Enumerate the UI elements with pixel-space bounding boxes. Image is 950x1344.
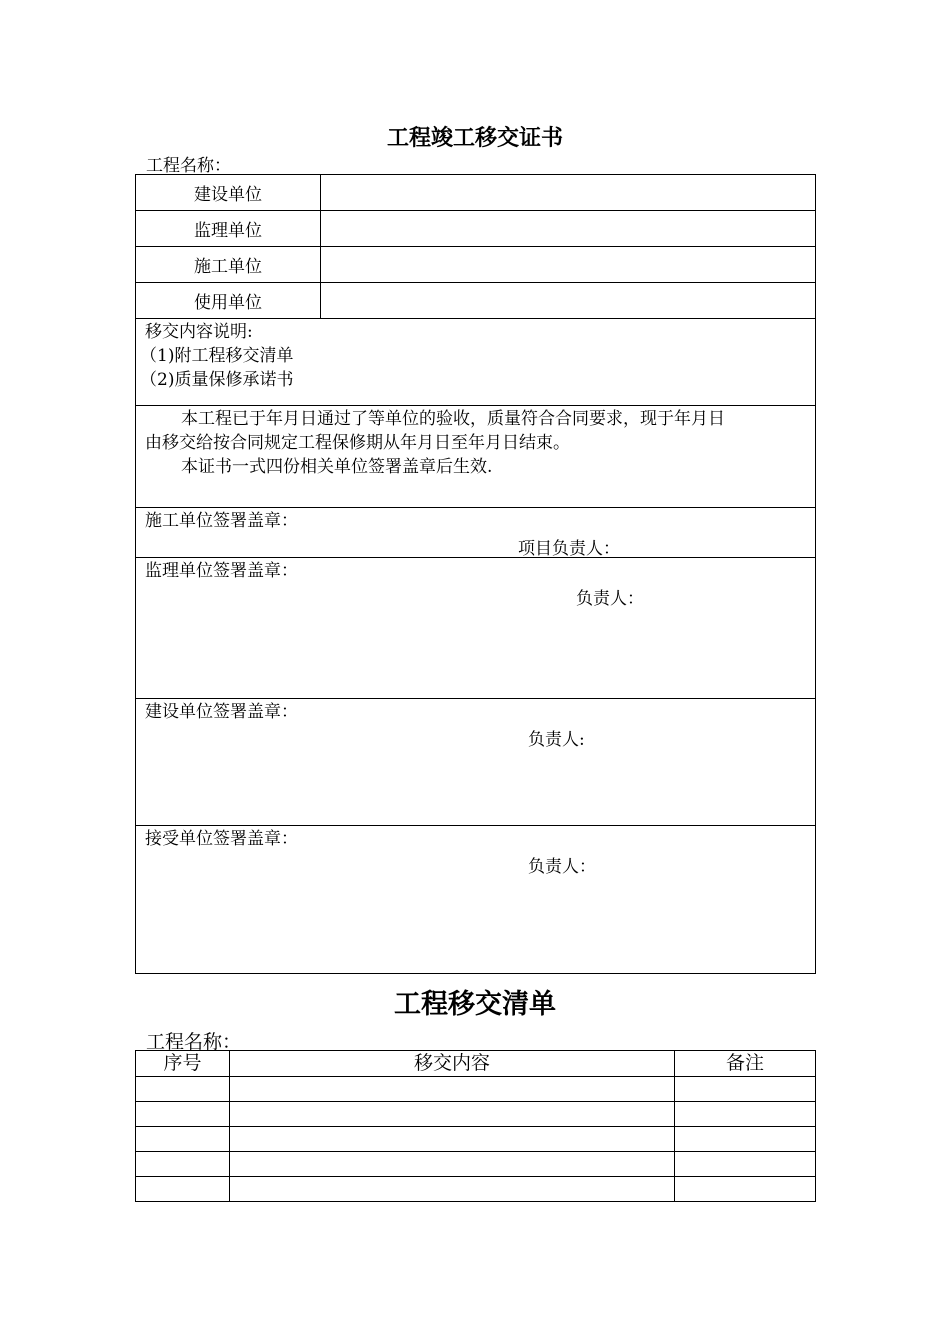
unit-row [136,211,816,247]
unit-label: 监理单位 [136,211,321,247]
statement-row [136,406,816,508]
signature-label: 接受单位签署盖章： [145,829,298,849]
unit-row [136,247,816,283]
table-cell[interactable] [230,1102,675,1127]
table-cell[interactable] [136,1077,230,1102]
table-row [136,1152,816,1177]
certificate-title: 工程竣工移交证书 [386,125,563,151]
content-desc-item: （2)质量保修承诺书 [140,370,294,390]
unit-row [136,175,816,211]
content-desc-row [136,319,816,406]
table-cell[interactable] [675,1077,816,1102]
table-row [136,1127,816,1152]
statement-line: 本证书一式四份相关单位签署盖章后生效. [181,457,493,477]
certificate-table [135,174,816,974]
statement-line: 本工程已于年月日通过了等单位的验收，质量符合合同要求，现于年月日 [181,409,725,429]
content-desc-heading: 移交内容说明: [145,322,253,342]
signature-row-supervision [136,558,816,699]
table-row [136,1177,816,1202]
table-cell[interactable] [230,1077,675,1102]
table-cell[interactable] [136,1127,230,1152]
table-cell[interactable] [675,1177,816,1202]
signature-label: 施工单位签署盖章： [145,511,298,531]
unit-label: 使用单位 [136,283,321,319]
signature-row-construction [136,508,816,558]
responsible-person-label: 负责人: [528,730,585,750]
unit-value-field[interactable] [321,247,816,283]
table-row [136,1077,816,1102]
table-cell[interactable] [230,1127,675,1152]
content-desc-item: （1)附工程移交清单 [140,346,294,366]
table-cell[interactable] [675,1152,816,1177]
table-cell[interactable] [675,1102,816,1127]
statement-line: 由移交给按合同规定工程保修期从年月日至年月日结束。 [145,433,570,453]
signature-row-owner [136,699,816,826]
table-cell[interactable] [230,1152,675,1177]
responsible-person-label: 负责人： [576,589,644,609]
table-cell[interactable] [230,1177,675,1202]
unit-value-field[interactable] [321,211,816,247]
table-cell[interactable] [136,1177,230,1202]
unit-label: 建设单位 [136,175,321,211]
responsible-person-label: 项目负责人： [518,539,620,559]
handover-list-title: 工程移交清单 [394,989,556,1020]
project-name-label: 工程名称： [146,1031,242,1053]
table-cell[interactable] [136,1102,230,1127]
column-header-remarks: 备注 [675,1051,816,1077]
table-header-row [136,1051,816,1077]
project-name-label: 工程名称： [146,156,231,176]
unit-value-field[interactable] [321,175,816,211]
table-row [136,1102,816,1127]
unit-row [136,283,816,319]
column-header-number: 序号 [136,1051,230,1077]
handover-list-table [135,1050,816,1202]
column-header-content: 移交内容 [230,1051,675,1077]
table-cell[interactable] [675,1127,816,1152]
unit-value-field[interactable] [321,283,816,319]
table-cell[interactable] [136,1152,230,1177]
unit-label: 施工单位 [136,247,321,283]
signature-row-receiver [136,826,816,974]
signature-label: 建设单位签署盖章： [145,702,298,722]
responsible-person-label: 负责人： [528,857,596,877]
signature-label: 监理单位签署盖章： [145,561,298,581]
